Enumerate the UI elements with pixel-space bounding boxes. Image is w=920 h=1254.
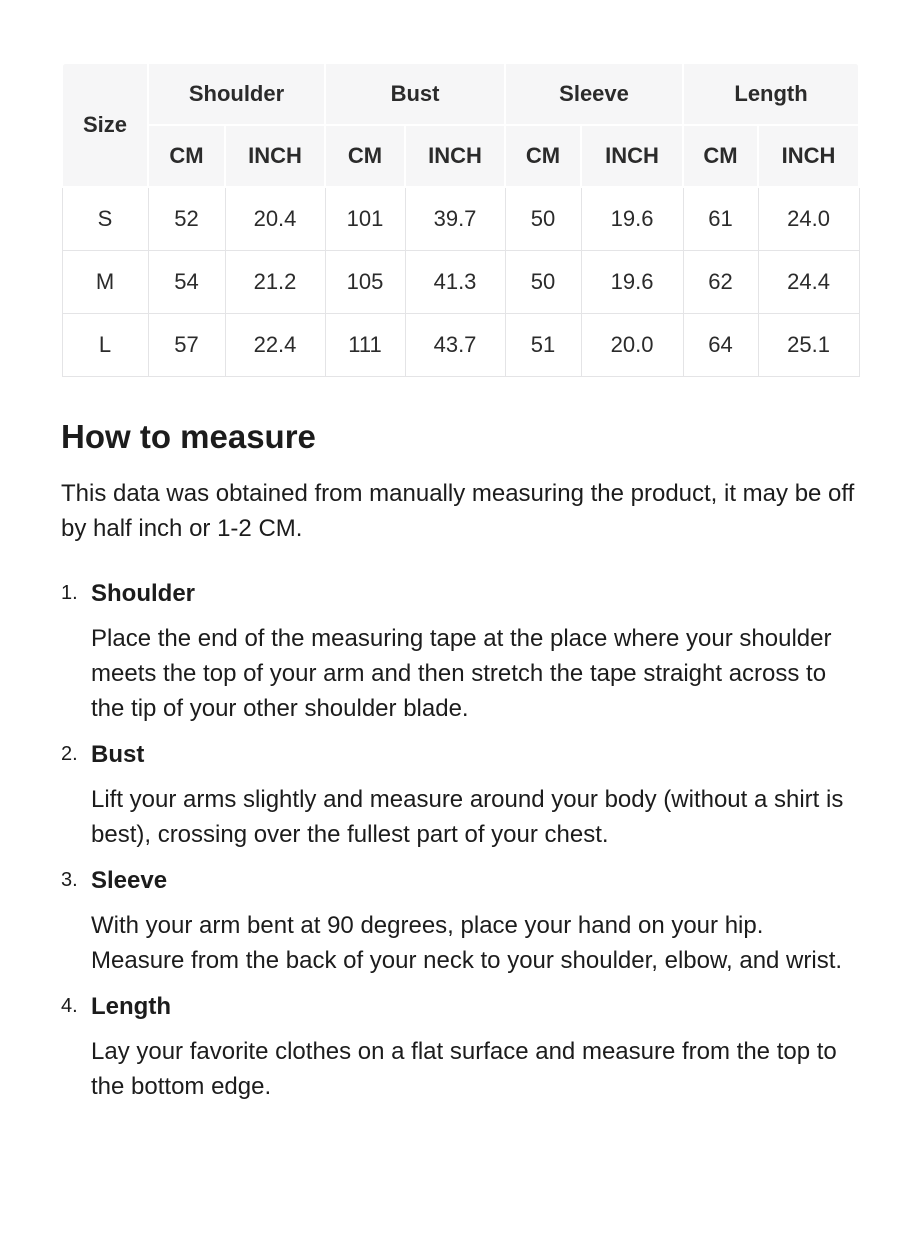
measurement-cell: 57 — [148, 313, 225, 376]
col-header-shoulder: Shoulder — [148, 63, 325, 125]
table-row-size-s — [62, 187, 859, 250]
size-chart-table — [61, 62, 860, 377]
unit-header-length-cm: CM — [683, 125, 758, 187]
col-header-bust: Bust — [325, 63, 505, 125]
how-to-measure-heading: How to measure — [61, 417, 316, 455]
measurement-cell: 50 — [505, 187, 581, 250]
measurement-cell: 19.6 — [581, 250, 683, 313]
step-term: Sleeve — [91, 866, 168, 894]
size-label: M — [62, 250, 148, 313]
step-term: Bust — [91, 740, 145, 768]
measure-steps-list — [61, 576, 859, 1104]
step-number: 1. — [61, 581, 78, 604]
size-label: L — [62, 313, 148, 376]
measurement-cell: 43.7 — [405, 313, 505, 376]
measurement-cell: 105 — [325, 250, 405, 313]
measurement-cell: 41.3 — [405, 250, 505, 313]
measurement-cell: 19.6 — [581, 187, 683, 250]
step-number: 4. — [61, 994, 78, 1017]
unit-header-length-inch: INCH — [758, 125, 859, 187]
step-description: Lift your arms slightly and measure around your body (without a shirt is best), crossing over the fullest part of your chest. — [91, 785, 844, 848]
table-row-size-l — [62, 313, 859, 376]
measurement-cell: 20.0 — [581, 313, 683, 376]
measurement-cell: 21.2 — [225, 250, 325, 313]
measurement-cell: 61 — [683, 187, 758, 250]
header-row-groups — [62, 63, 859, 125]
measurement-cell: 39.7 — [405, 187, 505, 250]
step-body — [91, 989, 859, 1104]
unit-header-bust-cm: CM — [325, 125, 405, 187]
size-label: S — [62, 187, 148, 250]
step-description: With your arm bent at 90 degrees, place your hand on your hip. Measure from the back of your neck to your shoulder, elbow, and wrist. — [91, 911, 843, 974]
list-item-bust — [61, 737, 859, 852]
unit-header-shoulder-inch: INCH — [225, 125, 325, 187]
list-item-sleeve — [61, 863, 859, 978]
step-number: 2. — [61, 742, 78, 765]
step-body — [91, 576, 859, 726]
measurement-cell: 22.4 — [225, 313, 325, 376]
step-body — [91, 863, 859, 978]
size-chart-body — [62, 187, 859, 376]
measurement-cell: 101 — [325, 187, 405, 250]
step-number: 3. — [61, 868, 78, 891]
col-header-length: Length — [683, 63, 859, 125]
measurement-cell: 51 — [505, 313, 581, 376]
unit-header-sleeve-inch: INCH — [581, 125, 683, 187]
measurement-cell: 54 — [148, 250, 225, 313]
col-header-sleeve: Sleeve — [505, 63, 683, 125]
step-term: Length — [91, 992, 171, 1020]
unit-header-bust-inch: INCH — [405, 125, 505, 187]
step-description: Lay your favorite clothes on a flat surface and measure from the top to the bottom edge. — [91, 1037, 837, 1100]
header-row-units — [62, 125, 859, 187]
measurement-cell: 62 — [683, 250, 758, 313]
col-header-size: Size — [62, 63, 148, 187]
measurement-cell: 52 — [148, 187, 225, 250]
size-chart-header — [62, 63, 859, 187]
measure-disclaimer-paragraph: This data was obtained from manually measuring the product, it may be off by half inch or 1-2 CM. — [61, 479, 855, 542]
step-term: Shoulder — [91, 579, 196, 607]
step-body — [91, 737, 859, 852]
table-row-size-m — [62, 250, 859, 313]
measurement-cell: 111 — [325, 313, 405, 376]
list-item-length — [61, 989, 859, 1104]
measurement-cell: 64 — [683, 313, 758, 376]
measurement-cell: 24.0 — [758, 187, 859, 250]
unit-header-shoulder-cm: CM — [148, 125, 225, 187]
step-description: Place the end of the measuring tape at the place where your shoulder meets the top of your arm and then stretch the tape straight across to the tip of your other shoulder blade. — [91, 624, 832, 722]
unit-header-sleeve-cm: CM — [505, 125, 581, 187]
measurement-cell: 20.4 — [225, 187, 325, 250]
measurement-cell: 25.1 — [758, 313, 859, 376]
measurement-cell: 50 — [505, 250, 581, 313]
measurement-cell: 24.4 — [758, 250, 859, 313]
list-item-shoulder — [61, 576, 859, 726]
